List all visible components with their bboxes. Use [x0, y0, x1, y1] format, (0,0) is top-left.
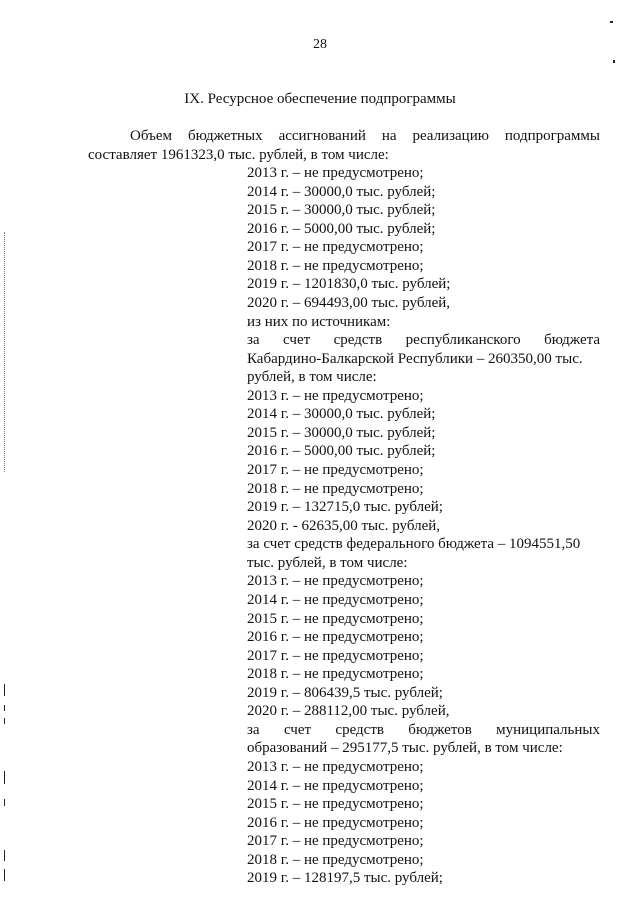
- funding-line: 2018 г. – не предусмотрено;: [247, 480, 424, 497]
- funding-line: 2018 г. – не предусмотрено;: [247, 851, 424, 868]
- section-title: IX. Ресурсное обеспечение подпрограммы: [184, 91, 456, 107]
- scan-speck: [4, 771, 5, 784]
- funding-line: 2015 г. – не предусмотрено;: [247, 610, 424, 627]
- intro-line: составляет 1961323,0 тыс. рублей, в том числе:: [88, 146, 389, 163]
- scan-speck: [4, 799, 5, 806]
- funding-line: за счет средств федерального бюджета – 1094551,50: [247, 536, 581, 553]
- funding-line: 2020 г. – 694493,00 тыс. рублей,: [247, 294, 451, 311]
- funding-list: [247, 164, 600, 888]
- scan-speck: [610, 21, 613, 23]
- funding-line: 2015 г. – не предусмотрено;: [247, 796, 424, 813]
- funding-line: 2013 г. – не предусмотрено;: [247, 387, 424, 404]
- scan-speck: [4, 850, 5, 861]
- funding-line: 2017 г. – не предусмотрено;: [247, 647, 424, 664]
- scan-speck: [4, 705, 5, 711]
- funding-line: рублей, в том числе:: [247, 369, 377, 386]
- scan-speck: [4, 869, 5, 881]
- funding-line: 2014 г. – 30000,0 тыс. рублей;: [247, 183, 436, 200]
- funding-line: за счет средств республиканского бюджета: [247, 332, 600, 349]
- funding-line: 2017 г. – не предусмотрено;: [247, 833, 424, 850]
- funding-line: 2014 г. – не предусмотрено;: [247, 777, 424, 794]
- funding-line: 2019 г. – 1201830,0 тыс. рублей;: [247, 276, 451, 293]
- funding-line: 2015 г. – 30000,0 тыс. рублей;: [247, 424, 436, 441]
- funding-line: 2019 г. – 806439,5 тыс. рублей;: [247, 684, 443, 701]
- scan-speck: [613, 60, 615, 63]
- funding-line: 2013 г. – не предусмотрено;: [247, 165, 424, 181]
- scan-speck: [4, 718, 5, 724]
- funding-line: 2020 г. – 288112,00 тыс. рублей,: [247, 703, 450, 720]
- funding-line: образований – 295177,5 тыс. рублей, в том числе:: [247, 740, 563, 757]
- funding-line: из них по источникам:: [247, 313, 391, 330]
- funding-line: 2013 г. – не предусмотрено;: [247, 759, 424, 775]
- funding-line: за счет средств бюджетов муниципальных: [247, 721, 600, 738]
- funding-line: 2018 г. – не предусмотрено;: [247, 666, 424, 683]
- funding-line: Кабардино-Балкарской Республики – 260350,00 тыс.: [247, 350, 583, 367]
- funding-line: 2017 г. – не предусмотрено;: [247, 462, 424, 478]
- page-number: 28: [313, 37, 327, 52]
- funding-line: 2017 г. – не предусмотрено;: [247, 239, 424, 256]
- funding-line: 2014 г. – 30000,0 тыс. рублей;: [247, 406, 436, 423]
- funding-line: 2019 г. – 132715,0 тыс. рублей;: [247, 499, 443, 516]
- intro-line: Объем бюджетных ассигнований на реализацию подпрограммы: [130, 128, 600, 144]
- funding-line: 2018 г. – не предусмотрено;: [247, 257, 424, 274]
- funding-line: 2016 г. – не предусмотрено;: [247, 814, 424, 831]
- funding-line: 2016 г. – 5000,00 тыс. рублей;: [247, 220, 436, 237]
- funding-line: 2016 г. – не предусмотрено;: [247, 629, 424, 646]
- funding-line: тыс. рублей, в том числе:: [247, 554, 408, 571]
- funding-line: 2020 г. - 62635,00 тыс. рублей,: [247, 517, 441, 534]
- funding-line: 2019 г. – 128197,5 тыс. рублей;: [247, 870, 443, 887]
- funding-line: 2013 г. – не предусмотрено;: [247, 573, 424, 590]
- intro-paragraph: [88, 127, 600, 164]
- funding-line: 2016 г. – 5000,00 тыс. рублей;: [247, 443, 436, 460]
- scan-edge-line: [4, 232, 6, 472]
- scan-speck: [4, 684, 5, 696]
- funding-line: 2015 г. – 30000,0 тыс. рублей;: [247, 202, 436, 219]
- funding-line: 2014 г. – не предусмотрено;: [247, 591, 424, 608]
